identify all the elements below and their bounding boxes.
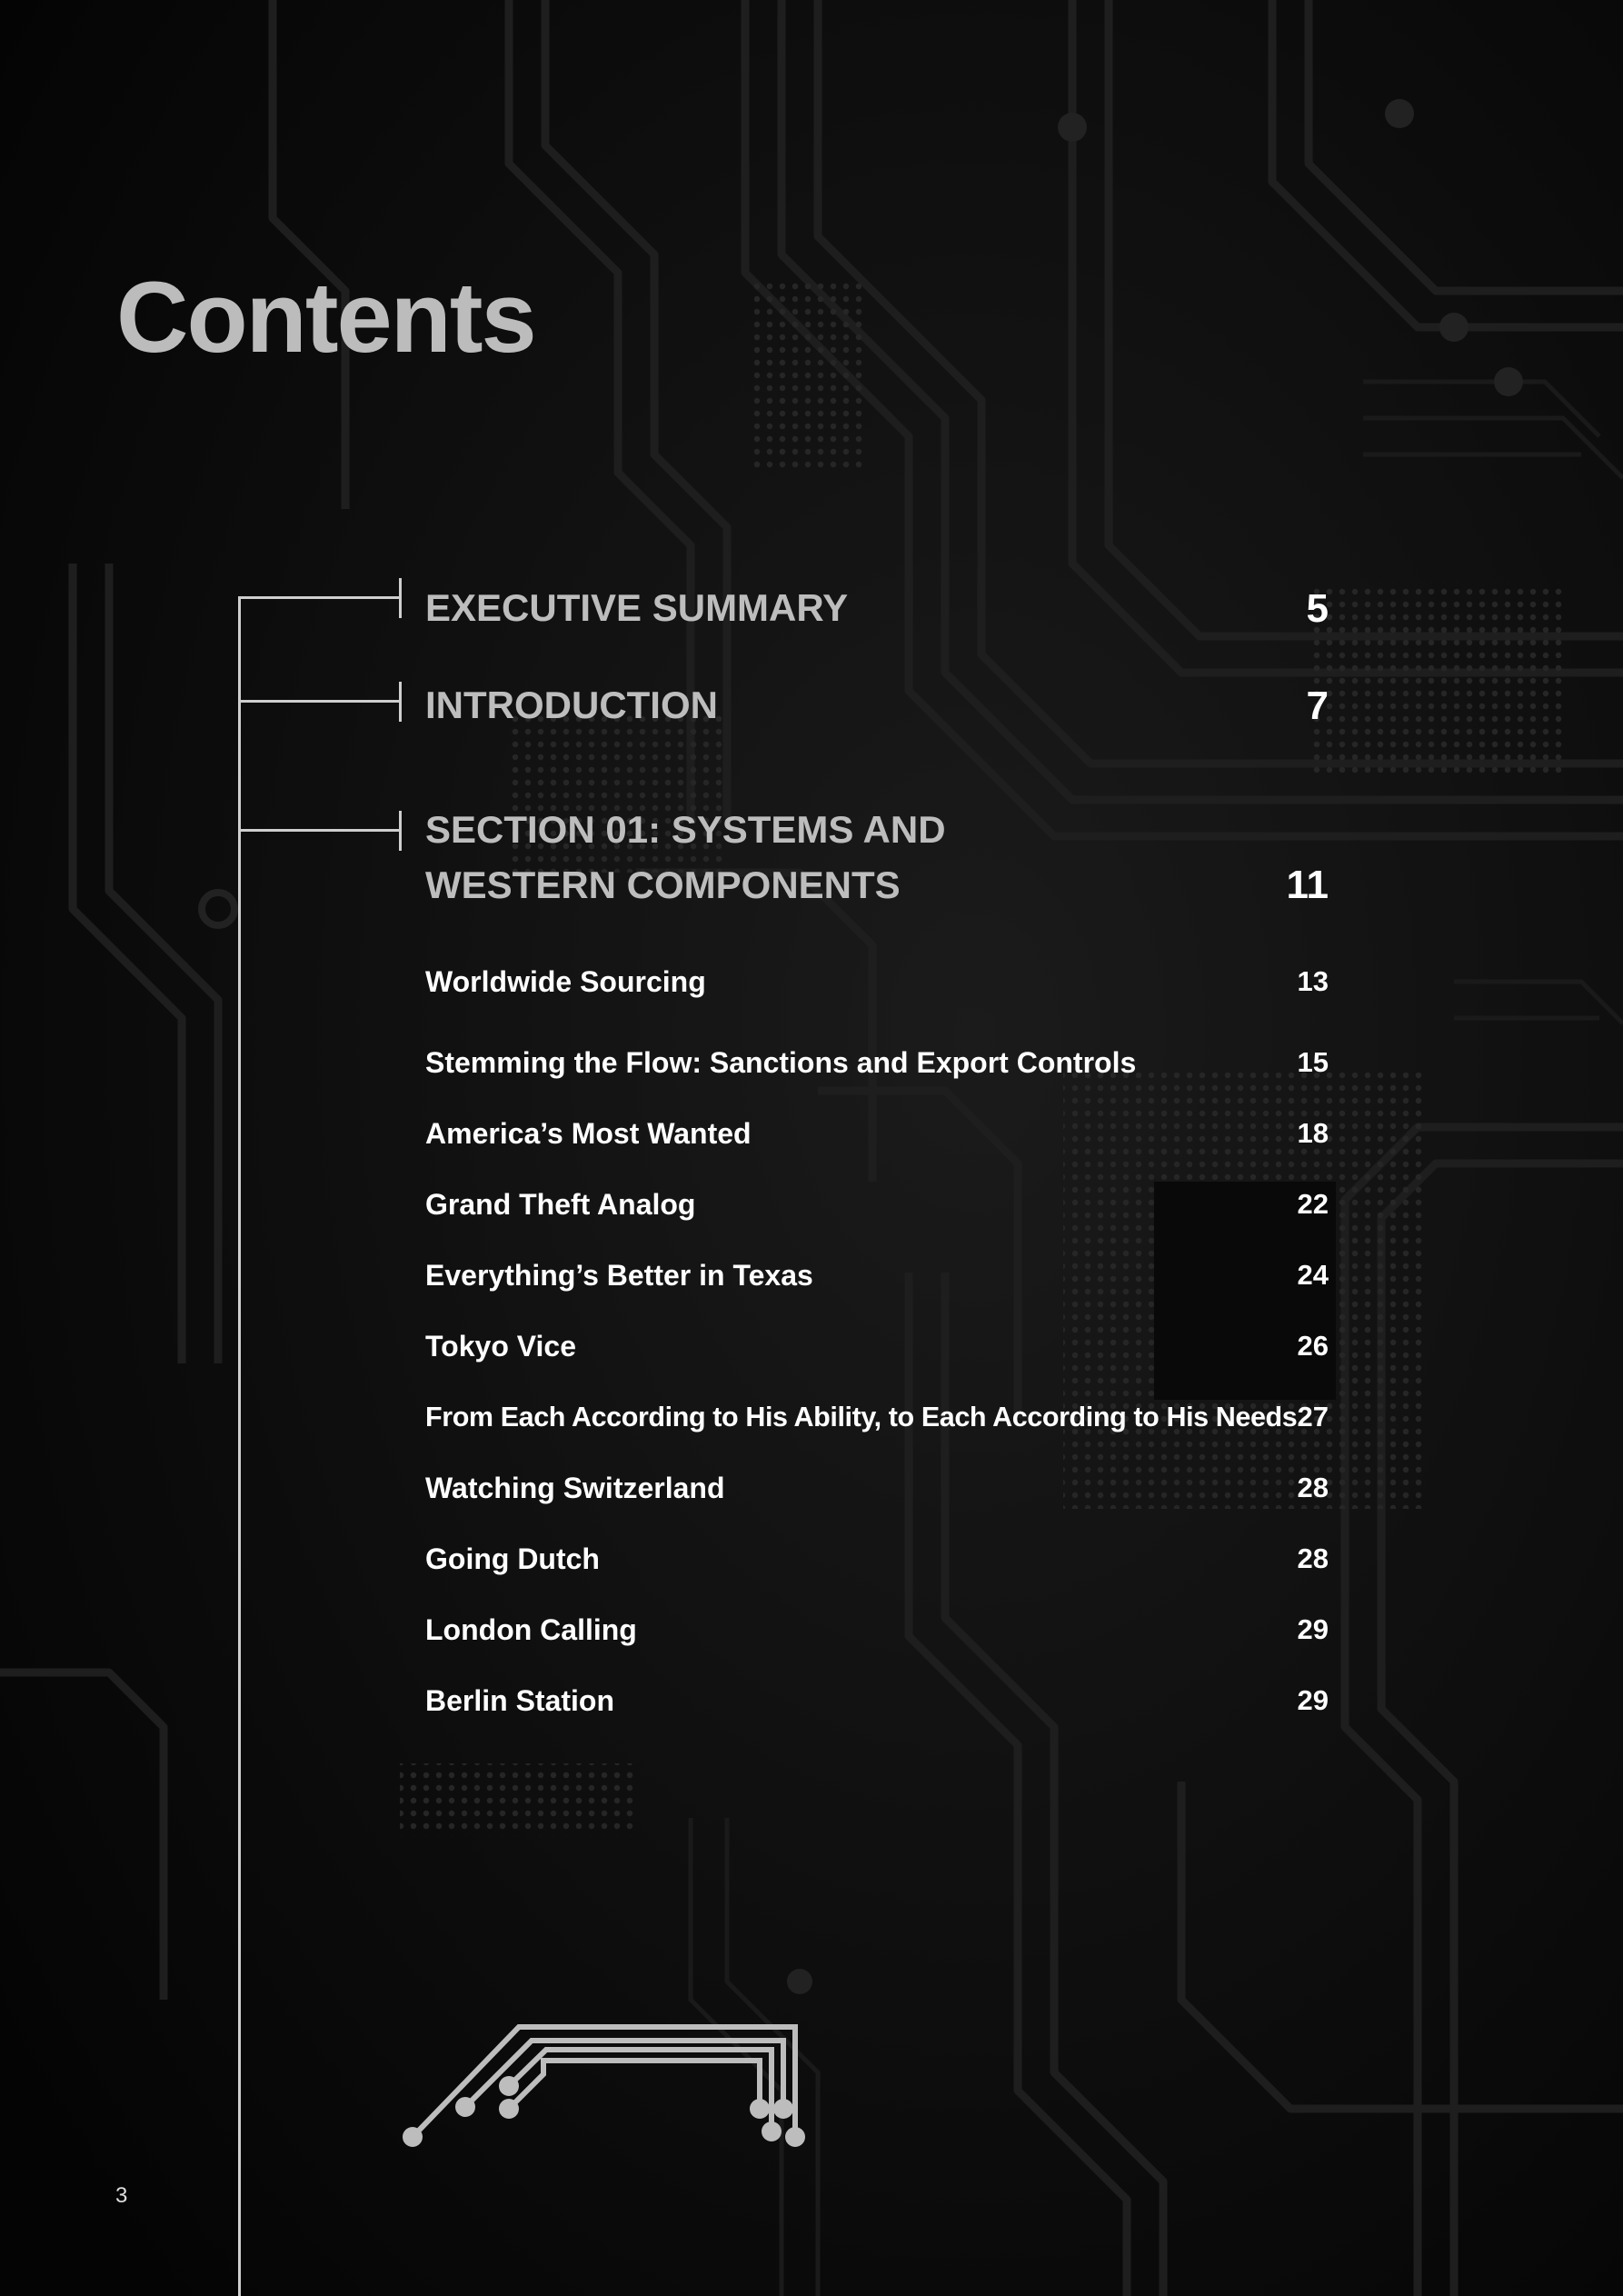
toc-subsection-item[interactable]	[425, 1042, 1329, 1083]
toc-tick	[399, 682, 402, 722]
toc-subsection-title: Worldwide Sourcing	[425, 965, 706, 998]
toc-subsection-page: 13	[1297, 965, 1329, 997]
toc-branch	[238, 596, 402, 599]
toc-subsection-item[interactable]	[425, 961, 1329, 1003]
toc-subsection-page: 29	[1297, 1684, 1329, 1716]
toc-section-title[interactable]: SECTION 01: SYSTEMS AND WESTERN COMPONENTS	[425, 808, 946, 906]
toc-branch	[238, 829, 402, 832]
toc-section-page[interactable]: 7	[1306, 684, 1329, 728]
circuit-traces-icon	[398, 2022, 807, 2159]
toc-subsection-item[interactable]	[425, 1183, 1329, 1225]
toc-subsection-item[interactable]	[425, 1396, 1329, 1438]
toc-tick	[399, 811, 402, 851]
toc-subsection-item[interactable]	[425, 1113, 1329, 1154]
toc-section-title[interactable]: EXECUTIVE SUMMARY	[425, 586, 849, 629]
toc-subsection-title: Berlin Station	[425, 1684, 615, 1717]
toc-subsection-item[interactable]	[425, 1467, 1329, 1509]
toc-subsection-title: Watching Switzerland	[425, 1472, 725, 1504]
toc-subsection-item[interactable]	[425, 1609, 1329, 1651]
toc-subsection-page: 15	[1297, 1046, 1329, 1078]
toc-subsection-item[interactable]	[425, 1680, 1329, 1722]
toc-subsection-title: Grand Theft Analog	[425, 1188, 696, 1221]
toc-subsection-page: 24	[1297, 1259, 1329, 1291]
toc-branch	[238, 700, 402, 703]
toc-subsection-title: America’s Most Wanted	[425, 1117, 752, 1150]
toc-subsection-page: 22	[1297, 1188, 1329, 1220]
toc-subsection-title: Going Dutch	[425, 1542, 600, 1575]
toc-subsection-page: 18	[1297, 1117, 1329, 1149]
toc-rail	[238, 596, 241, 2296]
toc-tick	[399, 578, 402, 618]
toc-subsection-item[interactable]	[425, 1325, 1329, 1367]
page-title: Contents	[116, 262, 535, 374]
toc-section-page[interactable]: 11	[1286, 863, 1329, 907]
toc-subsection-item[interactable]	[425, 1538, 1329, 1580]
toc-section-page[interactable]: 5	[1306, 586, 1329, 631]
toc-subsection-page: 28	[1297, 1472, 1329, 1503]
toc-subsection-page: 28	[1297, 1542, 1329, 1574]
toc-subsection-page: 27	[1297, 1401, 1329, 1433]
toc-subsection-item[interactable]	[425, 1254, 1329, 1296]
toc-subsection-title: Tokyo Vice	[425, 1330, 576, 1363]
toc-subsection-title: Everything’s Better in Texas	[425, 1259, 813, 1292]
toc-section-title[interactable]: INTRODUCTION	[425, 684, 718, 726]
toc-subsection-title: Stemming the Flow: Sanctions and Export Controls	[425, 1046, 1137, 1079]
toc-subsection-title: London Calling	[425, 1613, 637, 1646]
toc-subsection-title: From Each According to His Ability, to Each According to His Needs	[425, 1402, 1298, 1433]
page-number: 3	[115, 2183, 128, 2208]
toc-subsection-page: 26	[1297, 1330, 1329, 1362]
toc-subsection-page: 29	[1297, 1613, 1329, 1645]
